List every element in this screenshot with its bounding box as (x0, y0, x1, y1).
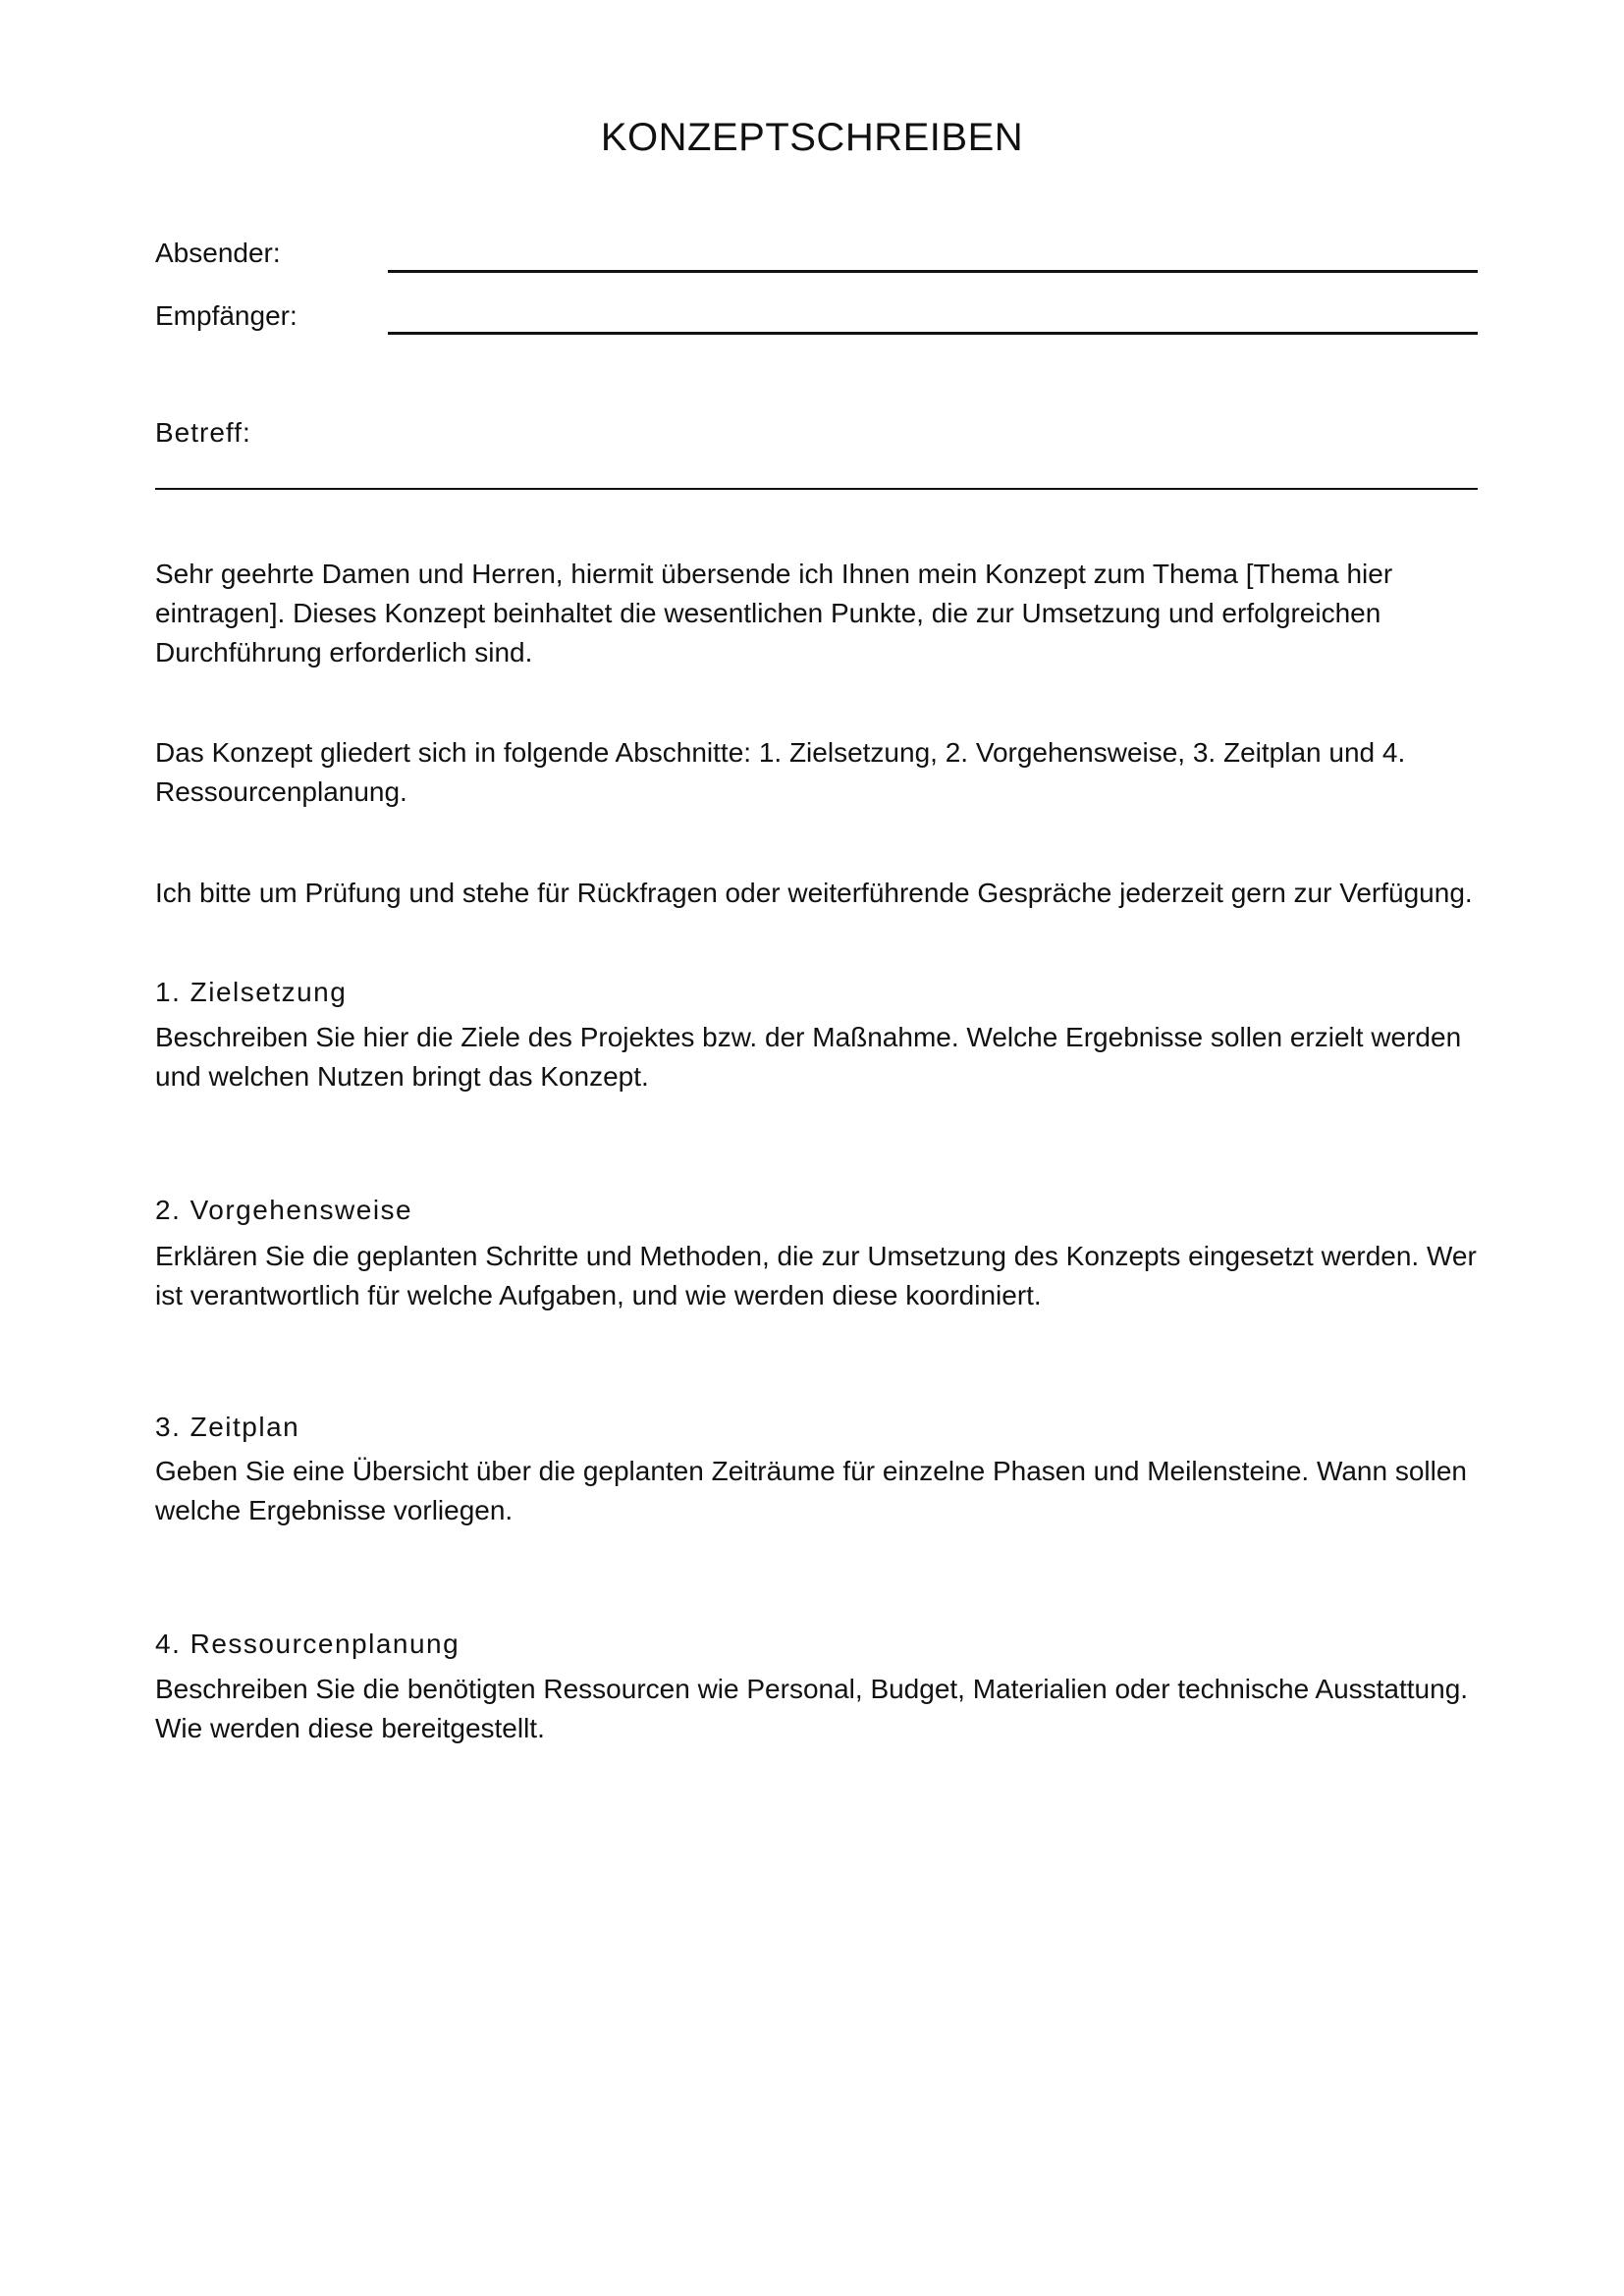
document-title: KONZEPTSCHREIBEN (600, 116, 1024, 159)
recipient-field[interactable] (388, 332, 1478, 335)
section-heading-zeitplan: 3. Zeitplan (155, 1412, 300, 1442)
section-heading-zielsetzung: 1. Zielsetzung (155, 977, 348, 1007)
sender-label: Absender: (155, 238, 281, 268)
recipient-label: Empfänger: (155, 300, 298, 331)
intro-paragraph-structure: Das Konzept gliedert sich in folgende Abschnitte: 1. Zielsetzung, 2. Vorgehensweise, 3. Zeitplan und 4. Ressourcenplanung. (155, 737, 1406, 807)
section-body-vorgehensweise: Erklären Sie die geplanten Schritte und Methoden, die zur Umsetzung des Konzepts eingesetzt werden. Wer ist verantwortlich für welche Aufgaben, und wie werden diese koordiniert. (155, 1241, 1477, 1310)
subject-label: Betreff: (155, 417, 251, 448)
section-body-zeitplan: Geben Sie eine Übersicht über die geplanten Zeiträume für einzelne Phasen und Meilensteine. Wann sollen welche Ergebnisse vorliegen. (155, 1456, 1468, 1525)
section-body-zielsetzung: Beschreiben Sie hier die Ziele des Projektes bzw. der Maßnahme. Welche Ergebnisse sollen erzielt werden und welchen Nutzen bringt das Konzept. (155, 1022, 1462, 1092)
sender-field[interactable] (388, 270, 1478, 273)
subject-field[interactable] (155, 488, 1478, 490)
intro-paragraph-closing: Ich bitte um Prüfung und stehe für Rückfragen oder weiterführende Gespräche jederzeit gern zur Verfügung. (155, 878, 1473, 908)
section-heading-vorgehensweise: 2. Vorgehensweise (155, 1195, 413, 1225)
section-body-ressourcenplanung: Beschreiben Sie die benötigten Ressourcen wie Personal, Budget, Materialien oder technische Ausstattung. Wie werden diese bereitgestellt. (155, 1674, 1469, 1743)
section-heading-ressourcenplanung: 4. Ressourcenplanung (155, 1629, 460, 1659)
intro-paragraph-greeting: Sehr geehrte Damen und Herren, hiermit übersende ich Ihnen mein Konzept zum Thema [Thema hier eintragen]. Dieses Konzept beinhaltet die wesentlichen Punkte, die zur Umsetzung und erfolgreichen Durchführung erforderlich sind. (155, 559, 1393, 667)
